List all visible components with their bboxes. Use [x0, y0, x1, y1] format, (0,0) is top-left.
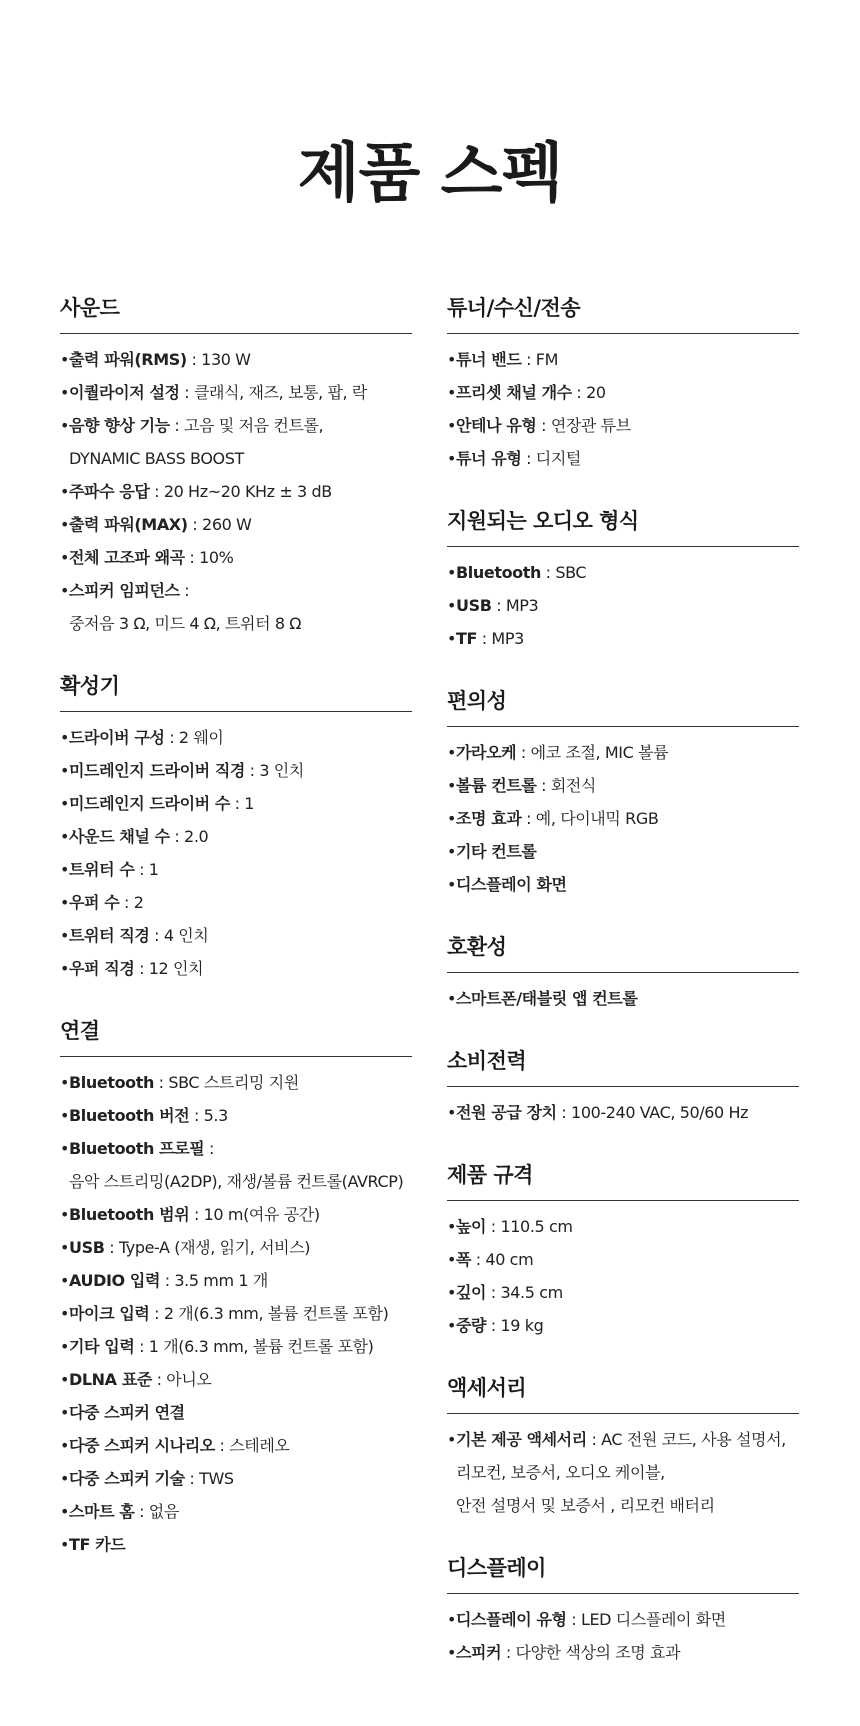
spec-item — [447, 769, 799, 802]
spec-value: : 100-240 VAC, 50/60 Hz — [556, 1103, 749, 1122]
spec-value: : 에코 조절, MIC 볼륨 — [516, 743, 669, 762]
spec-list — [60, 1066, 412, 1561]
spec-value: : 2 웨이 — [164, 728, 224, 747]
spec-key: 주파수 응답 — [69, 482, 150, 501]
bullet: • — [60, 1073, 70, 1092]
bullet: • — [60, 581, 70, 600]
bullet: • — [447, 563, 457, 582]
spec-key: Bluetooth — [69, 1073, 154, 1092]
section-heading: 확성기 — [60, 666, 412, 712]
spec-list — [447, 736, 799, 901]
spec-key: 미드레인지 드라이버 직경 — [69, 761, 245, 780]
spec-item — [447, 1309, 799, 1342]
spec-value: : 고음 및 저음 컨트롤, — [169, 416, 324, 435]
section-heading: 제품 규격 — [447, 1155, 799, 1201]
bullet: • — [60, 926, 70, 945]
spec-key: TF 카드 — [69, 1535, 126, 1554]
spec-section — [447, 927, 799, 1015]
spec-value-continued: DYNAMIC BASS BOOST — [69, 449, 244, 468]
spec-value: : 3 인치 — [244, 761, 304, 780]
page-title: 제품 스펙 — [297, 137, 563, 211]
bullet: • — [60, 515, 70, 534]
spec-value: : 2 — [119, 893, 144, 912]
bullet: • — [60, 893, 70, 912]
spec-list — [60, 721, 412, 985]
bullet: • — [447, 875, 457, 894]
bullet: • — [60, 1271, 70, 1290]
spec-key: 스마트 홈 — [69, 1502, 135, 1521]
spec-section — [60, 666, 412, 985]
bullet: • — [447, 350, 457, 369]
spec-item — [60, 754, 412, 787]
spec-section — [447, 1041, 799, 1129]
spec-key: 사운드 채널 수 — [69, 827, 170, 846]
bullet: • — [60, 350, 70, 369]
spec-key: 트위터 직경 — [69, 926, 150, 945]
spec-item — [447, 1603, 799, 1636]
spec-key: 트위터 수 — [69, 860, 135, 879]
spec-key: 스피커 임피던스 — [69, 581, 180, 600]
spec-value: : 110.5 cm — [486, 1217, 573, 1236]
spec-value: : AC 전원 코드, 사용 설명서, — [586, 1430, 786, 1449]
spec-key: 폭 — [456, 1250, 472, 1269]
bullet: • — [447, 842, 457, 861]
spec-value: : 19 kg — [486, 1316, 544, 1335]
spec-item — [447, 736, 799, 769]
spec-value-continued: 음악 스트리밍(A2DP), 재생/볼륨 컨트롤(AVRCP) — [69, 1172, 404, 1191]
spec-key: TF — [456, 629, 478, 648]
spec-key: Bluetooth 프로필 — [69, 1139, 205, 1158]
spec-value-continued: 중저음 3 Ω, 미드 4 Ω, 트위터 8 Ω — [69, 614, 302, 633]
spec-item — [60, 1231, 412, 1264]
spec-item — [60, 541, 412, 574]
spec-key: DLNA 표준 — [69, 1370, 152, 1389]
spec-key: 기본 제공 액세서리 — [456, 1430, 587, 1449]
spec-key: 디스플레이 유형 — [456, 1610, 567, 1629]
spec-key: 다중 스피커 기술 — [69, 1469, 185, 1488]
spec-value: : 130 W — [186, 350, 251, 369]
bullet: • — [60, 1469, 70, 1488]
spec-item — [60, 508, 412, 541]
spec-key: Bluetooth 버전 — [69, 1106, 190, 1125]
spec-value: : — [204, 1139, 215, 1158]
spec-item — [60, 1528, 412, 1561]
spec-value: : 예, 다이내믹 RGB — [521, 809, 659, 828]
spec-value: : 1 — [134, 860, 159, 879]
spec-key: 깊이 — [456, 1283, 487, 1302]
bullet: • — [60, 383, 70, 402]
bullet: • — [60, 1106, 70, 1125]
spec-key: 드라이버 구성 — [69, 728, 165, 747]
spec-item — [447, 343, 799, 376]
spec-value: : 2.0 — [169, 827, 209, 846]
spec-key: 음향 향상 기능 — [69, 416, 170, 435]
spec-item — [60, 1132, 412, 1198]
spec-key: Bluetooth — [456, 563, 541, 582]
section-heading: 소비전력 — [447, 1041, 799, 1087]
section-heading: 디스플레이 — [447, 1548, 799, 1594]
bullet: • — [447, 1430, 457, 1449]
spec-value: : 34.5 cm — [486, 1283, 563, 1302]
bullet: • — [60, 794, 70, 813]
bullet: • — [60, 860, 70, 879]
spec-item — [60, 1396, 412, 1429]
bullet: • — [447, 1250, 457, 1269]
bullet: • — [447, 1283, 457, 1302]
spec-item — [447, 1276, 799, 1309]
spec-list — [447, 1096, 799, 1129]
spec-item — [60, 343, 412, 376]
spec-item — [60, 853, 412, 886]
bullet: • — [447, 449, 457, 468]
spec-item — [447, 1636, 799, 1669]
section-heading: 액세서리 — [447, 1368, 799, 1414]
spec-item — [447, 409, 799, 442]
spec-item — [60, 1429, 412, 1462]
spec-item — [60, 919, 412, 952]
spec-value: : 10 m(여유 공간) — [189, 1205, 320, 1224]
spec-value: : 20 — [571, 383, 606, 402]
spec-section — [60, 1011, 412, 1561]
spec-item — [60, 1066, 412, 1099]
left-column — [60, 288, 412, 1587]
spec-section — [447, 1155, 799, 1342]
spec-key: 디스플레이 화면 — [456, 875, 567, 894]
spec-list — [447, 1603, 799, 1669]
bullet: • — [60, 1436, 70, 1455]
bullet: • — [447, 596, 457, 615]
spec-key: 중량 — [456, 1316, 487, 1335]
spec-key: 높이 — [456, 1217, 487, 1236]
spec-value: : MP3 — [491, 596, 539, 615]
bullet: • — [447, 1217, 457, 1236]
bullet: • — [60, 728, 70, 747]
bullet: • — [447, 989, 457, 1008]
bullet: • — [447, 416, 457, 435]
spec-value: : MP3 — [477, 629, 524, 648]
spec-section — [447, 1368, 799, 1522]
spec-item — [447, 802, 799, 835]
spec-item — [447, 622, 799, 655]
spec-item — [60, 1297, 412, 1330]
spec-key: 안테나 유형 — [456, 416, 537, 435]
spec-key: 출력 파워(MAX) — [69, 515, 188, 534]
spec-key: 이퀄라이저 설정 — [69, 383, 180, 402]
right-column — [447, 288, 799, 1695]
section-heading: 튜너/수신/전송 — [447, 288, 799, 334]
spec-list — [60, 343, 412, 640]
spec-value: : 20 Hz~20 KHz ± 3 dB — [149, 482, 332, 501]
bullet: • — [447, 776, 457, 795]
spec-value: : Type-A (재생, 읽기, 서비스) — [104, 1238, 311, 1257]
spec-value: : 5.3 — [189, 1106, 228, 1125]
spec-section — [447, 681, 799, 901]
spec-item — [60, 886, 412, 919]
spec-item — [447, 1243, 799, 1276]
spec-item — [447, 982, 799, 1015]
spec-value: : 클래식, 재즈, 보통, 팝, 락 — [179, 383, 367, 402]
bullet: • — [447, 383, 457, 402]
spec-key: 튜너 유형 — [456, 449, 522, 468]
spec-key: AUDIO 입력 — [69, 1271, 161, 1290]
spec-key: 스마트폰/태블릿 앱 컨트롤 — [456, 989, 638, 1008]
bullet: • — [447, 743, 457, 762]
spec-value: : 다양한 색상의 조명 효과 — [501, 1643, 681, 1662]
spec-list — [447, 1210, 799, 1342]
spec-value: : 회전식 — [536, 776, 596, 795]
spec-item — [447, 376, 799, 409]
spec-section — [447, 1548, 799, 1669]
bullet: • — [60, 827, 70, 846]
bullet: • — [447, 629, 457, 648]
spec-item — [60, 1099, 412, 1132]
bullet: • — [60, 1139, 70, 1158]
spec-list — [447, 343, 799, 475]
bullet: • — [447, 1103, 457, 1122]
bullet: • — [60, 959, 70, 978]
spec-value: : 1 — [229, 794, 255, 813]
spec-value: : FM — [521, 350, 558, 369]
spec-key: 튜너 밴드 — [456, 350, 522, 369]
section-heading: 호환성 — [447, 927, 799, 973]
spec-key: Bluetooth 범위 — [69, 1205, 190, 1224]
spec-value: : 연장관 튜브 — [536, 416, 631, 435]
spec-item — [60, 475, 412, 508]
spec-item — [60, 721, 412, 754]
spec-value: : 디지털 — [521, 449, 581, 468]
bullet: • — [60, 482, 70, 501]
spec-item — [60, 574, 412, 640]
spec-key: 기타 입력 — [69, 1337, 135, 1356]
section-heading: 편의성 — [447, 681, 799, 727]
bullet: • — [447, 809, 457, 828]
spec-value: : 스테레오 — [214, 1436, 290, 1455]
spec-value: : 10% — [184, 548, 234, 567]
spec-key: 프리셋 채널 개수 — [456, 383, 572, 402]
spec-key: 기타 컨트롤 — [456, 842, 537, 861]
spec-value: : 12 인치 — [134, 959, 204, 978]
bullet: • — [447, 1610, 457, 1629]
section-heading: 사운드 — [60, 288, 412, 334]
bullet: • — [60, 1304, 70, 1323]
spec-key: 전체 고조파 왜곡 — [69, 548, 185, 567]
spec-item — [60, 1264, 412, 1297]
bullet: • — [60, 1337, 70, 1356]
spec-item — [60, 376, 412, 409]
spec-item — [60, 1330, 412, 1363]
spec-item — [60, 1363, 412, 1396]
section-heading: 연결 — [60, 1011, 412, 1057]
spec-item — [60, 787, 412, 820]
spec-key: 전원 공급 장치 — [456, 1103, 557, 1122]
spec-list — [447, 982, 799, 1015]
spec-item — [447, 1096, 799, 1129]
spec-item — [60, 1198, 412, 1231]
spec-section — [447, 288, 799, 475]
bullet: • — [60, 548, 70, 567]
spec-key: 볼륨 컨트롤 — [456, 776, 537, 795]
spec-value: : TWS — [184, 1469, 234, 1488]
spec-item — [60, 952, 412, 985]
spec-value: : 없음 — [134, 1502, 179, 1521]
spec-value: : SBC 스트리밍 지원 — [154, 1073, 299, 1092]
spec-key: 마이크 입력 — [69, 1304, 150, 1323]
spec-item — [447, 556, 799, 589]
bullet: • — [447, 1643, 457, 1662]
spec-list — [447, 1423, 799, 1522]
spec-item — [60, 820, 412, 853]
spec-item — [60, 1495, 412, 1528]
spec-item — [60, 1462, 412, 1495]
bullet: • — [60, 761, 70, 780]
bullet: • — [60, 1205, 70, 1224]
spec-value: : 40 cm — [471, 1250, 534, 1269]
bullet: • — [60, 1370, 70, 1389]
spec-item — [447, 1210, 799, 1243]
spec-value: : 2 개(6.3 mm, 볼륨 컨트롤 포함) — [149, 1304, 389, 1323]
spec-key: 우퍼 수 — [69, 893, 120, 912]
spec-key: 스피커 — [456, 1643, 502, 1662]
bullet: • — [60, 1238, 70, 1257]
spec-section — [447, 501, 799, 655]
bullet: • — [60, 1502, 70, 1521]
spec-item — [447, 589, 799, 622]
spec-item — [447, 1423, 799, 1522]
spec-item — [447, 835, 799, 868]
spec-item — [447, 442, 799, 475]
spec-value-continued: 리모컨, 보증서, 오디오 케이블, — [456, 1463, 665, 1482]
section-heading: 지원되는 오디오 형식 — [447, 501, 799, 547]
spec-item — [60, 409, 412, 475]
spec-value: : SBC — [541, 563, 587, 582]
spec-section — [60, 288, 412, 640]
bullet: • — [60, 416, 70, 435]
spec-key: 가라오케 — [456, 743, 517, 762]
spec-key: 우퍼 직경 — [69, 959, 135, 978]
spec-value: : 260 W — [187, 515, 252, 534]
spec-key: USB — [69, 1238, 105, 1257]
bullet: • — [60, 1535, 70, 1554]
spec-key: 다중 스피커 시나리오 — [69, 1436, 215, 1455]
spec-value: : 1 개(6.3 mm, 볼륨 컨트롤 포함) — [134, 1337, 374, 1356]
spec-value-continued: 안전 설명서 및 보증서 , 리모컨 배터리 — [456, 1496, 715, 1515]
spec-value: : — [179, 581, 190, 600]
spec-key: 출력 파워(RMS) — [69, 350, 187, 369]
spec-key: 다중 스피커 연결 — [69, 1403, 185, 1422]
bullet: • — [447, 1316, 457, 1335]
spec-value: : LED 디스플레이 화면 — [566, 1610, 726, 1629]
spec-key: USB — [456, 596, 492, 615]
spec-value: : 3.5 mm 1 개 — [160, 1271, 268, 1290]
spec-value: : 아니오 — [151, 1370, 212, 1389]
bullet: • — [60, 1403, 70, 1422]
spec-value: : 4 인치 — [149, 926, 209, 945]
spec-key: 미드레인지 드라이버 수 — [69, 794, 230, 813]
spec-key: 조명 효과 — [456, 809, 522, 828]
spec-list — [447, 556, 799, 655]
spec-item — [447, 868, 799, 901]
